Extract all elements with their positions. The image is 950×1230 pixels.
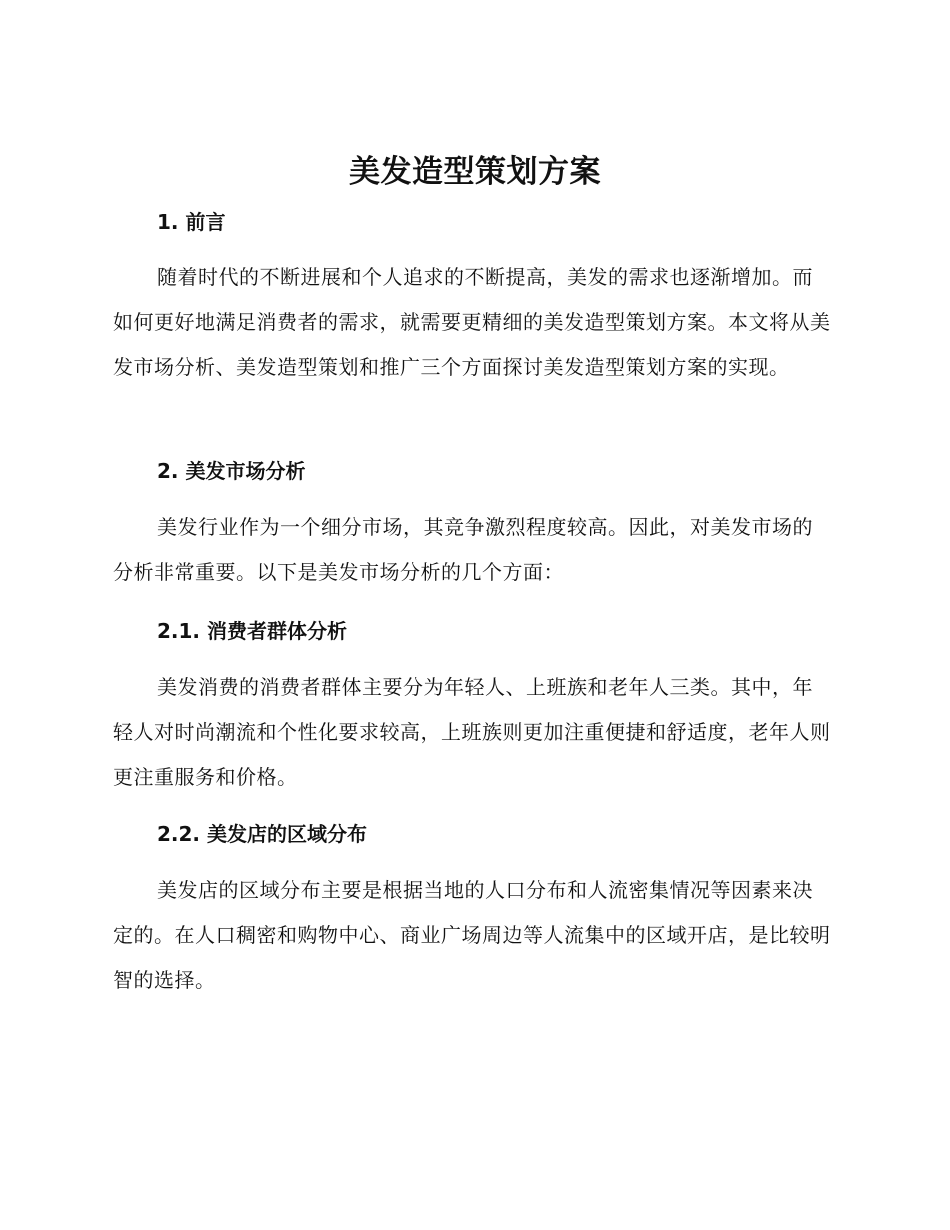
- section-paragraph-store-distribution: 美发店的区域分布主要是根据当地的人口分布和人流密集情况等因素来决定的。在人口稠密和购物中心、商业广场周边等人流集中的区域开店，是比较明智的选择。: [113, 878, 831, 992]
- document-title: 美发造型策划方案: [349, 154, 601, 190]
- section-heading-preface: 1. 前言: [157, 210, 226, 234]
- section-heading-store-distribution: 2.2. 美发店的区域分布: [157, 822, 367, 846]
- section-heading-consumer-groups: 2.1. 消费者群体分析: [157, 619, 347, 643]
- section-paragraph-consumer-groups: 美发消费的消费者群体主要分为年轻人、上班族和老年人三类。其中，年轻人对时尚潮流和个性化要求较高，上班族则更加注重便捷和舒适度，老年人则更注重服务和价格。: [113, 675, 831, 789]
- section-paragraph-preface: 随着时代的不断进展和个人追求的不断提高，美发的需求也逐渐增加。而如何更好地满足消费者的需求，就需要更精细的美发造型策划方案。本文将从美发市场分析、美发造型策划和推广三个方面探讨美发造型策划方案的实现。: [113, 265, 831, 379]
- section-paragraph-market-analysis: 美发行业作为一个细分市场，其竞争激烈程度较高。因此，对美发市场的分析非常重要。以下是美发市场分析的几个方面：: [113, 515, 813, 584]
- section-heading-market-analysis: 2. 美发市场分析: [157, 459, 306, 483]
